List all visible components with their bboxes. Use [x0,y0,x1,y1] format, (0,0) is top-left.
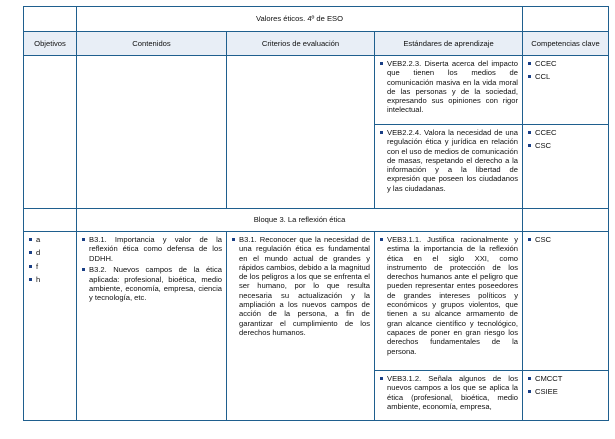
objetivo-item: f [28,262,72,271]
estandar-cell-2 [374,124,523,209]
table-title [76,6,523,32]
estandar-cell-4 [374,370,523,421]
header-contenidos-label: Contenidos [132,38,171,48]
competencias-cell-4 [522,370,609,421]
table-title-text: Valores éticos. 4º de ESO [255,14,344,24]
competencias-cell-2 [522,124,609,209]
objetivo-item: a [28,235,72,244]
header-criterios-label: Criterios de evaluación [261,38,340,48]
header-estandares [374,31,523,56]
block-title-left-cell [23,208,77,232]
criterios-cell-top [226,55,375,209]
estandar-cell-1 [374,55,523,125]
competencia-item: CSC [527,141,604,150]
objetivos-cell-top [23,55,77,209]
contenidos-cell-block3 [76,231,227,421]
contenido-item: B3.2. Nuevos campos de la ética aplicada: profesional, bioética, medio ambiente, economía, empresa, ciencia y tecnología, etc. [81,265,222,302]
estandar-item: VEB2.2.4. Valora la necesidad de una regulación ética y jurídica en relación con el uso de medios de comunicación de masas, respetando el derecho a la información y a la libertad de expresión que poseen los ciudadanos y las ciudadanas. [379,128,518,193]
estandar-item: VEB3.1.1. Justifica racionalmente y estima la importancia de la reflexión ética en el siglo XXI, como instrumento de protección de los derechos humanos ante el peligro que pueden representar entes poseedores de grandes intereses políticos y económicos y grupos violentos, que tienen a su alcance armamento de gran alcance científico y tecnológico, capaces de poner en gran riesgo los derechos fundamentales de la persona. [379,235,518,356]
competencias-cell-1 [522,55,609,125]
header-objetivos-label: Objetivos [34,38,66,48]
header-criterios [226,31,375,56]
header-objetivos [23,31,77,56]
contenido-item: B3.1. Importancia y valor de la reflexión ética como defensa de los DDHH. [81,235,222,263]
estandar-item: VEB2.2.3. Diserta acerca del impacto que tienen los medios de comunicación masiva en la vida moral de las personas y de la sociedad, expresando sus opiniones con rigor intelectual. [379,59,518,115]
objetivos-cell-block3 [23,231,77,421]
objetivo-item: h [28,275,72,284]
competencia-item: CSC [527,235,604,244]
criterios-cell-block3 [226,231,375,421]
header-competencias-label: Competencias clave [531,38,600,48]
header-contenidos [76,31,227,56]
competencia-item: CCL [527,72,604,81]
table-corner-cell-right [522,6,609,32]
competencia-item: CMCCT [527,374,604,383]
header-competencias [522,31,609,56]
block-title [76,208,523,232]
contenidos-cell-top [76,55,227,209]
block-title-right-cell [522,208,609,232]
criterio-item: B3.1. Reconocer que la necesidad de una regulación ética es fundamental en el mundo actual de grandes y rápidos cambios, debido a la magnitud de los peligros a los que se enfrenta el ser humano, por lo que resulta necesaria su actualización y la ampliación a los nuevos campos de acción de la persona, a fin de garantizar el cumplimiento de los derechos humanos. [231,235,370,337]
competencias-cell-3 [522,231,609,371]
table-corner-cell [23,6,77,32]
competencia-item: CCEC [527,128,604,137]
header-estandares-label: Estándares de aprendizaje [403,38,494,48]
objetivo-item: d [28,248,72,257]
competencia-item: CSIEE [527,387,604,396]
estandar-cell-3 [374,231,523,371]
block-title-text: Bloque 3. La reflexión ética [253,215,346,225]
competencia-item: CCEC [527,59,604,68]
estandar-item: VEB3.1.2. Señala algunos de los nuevos campos a los que se aplica la ética (profesional, bioética, medio ambiente, economía, empresa, [379,374,518,411]
